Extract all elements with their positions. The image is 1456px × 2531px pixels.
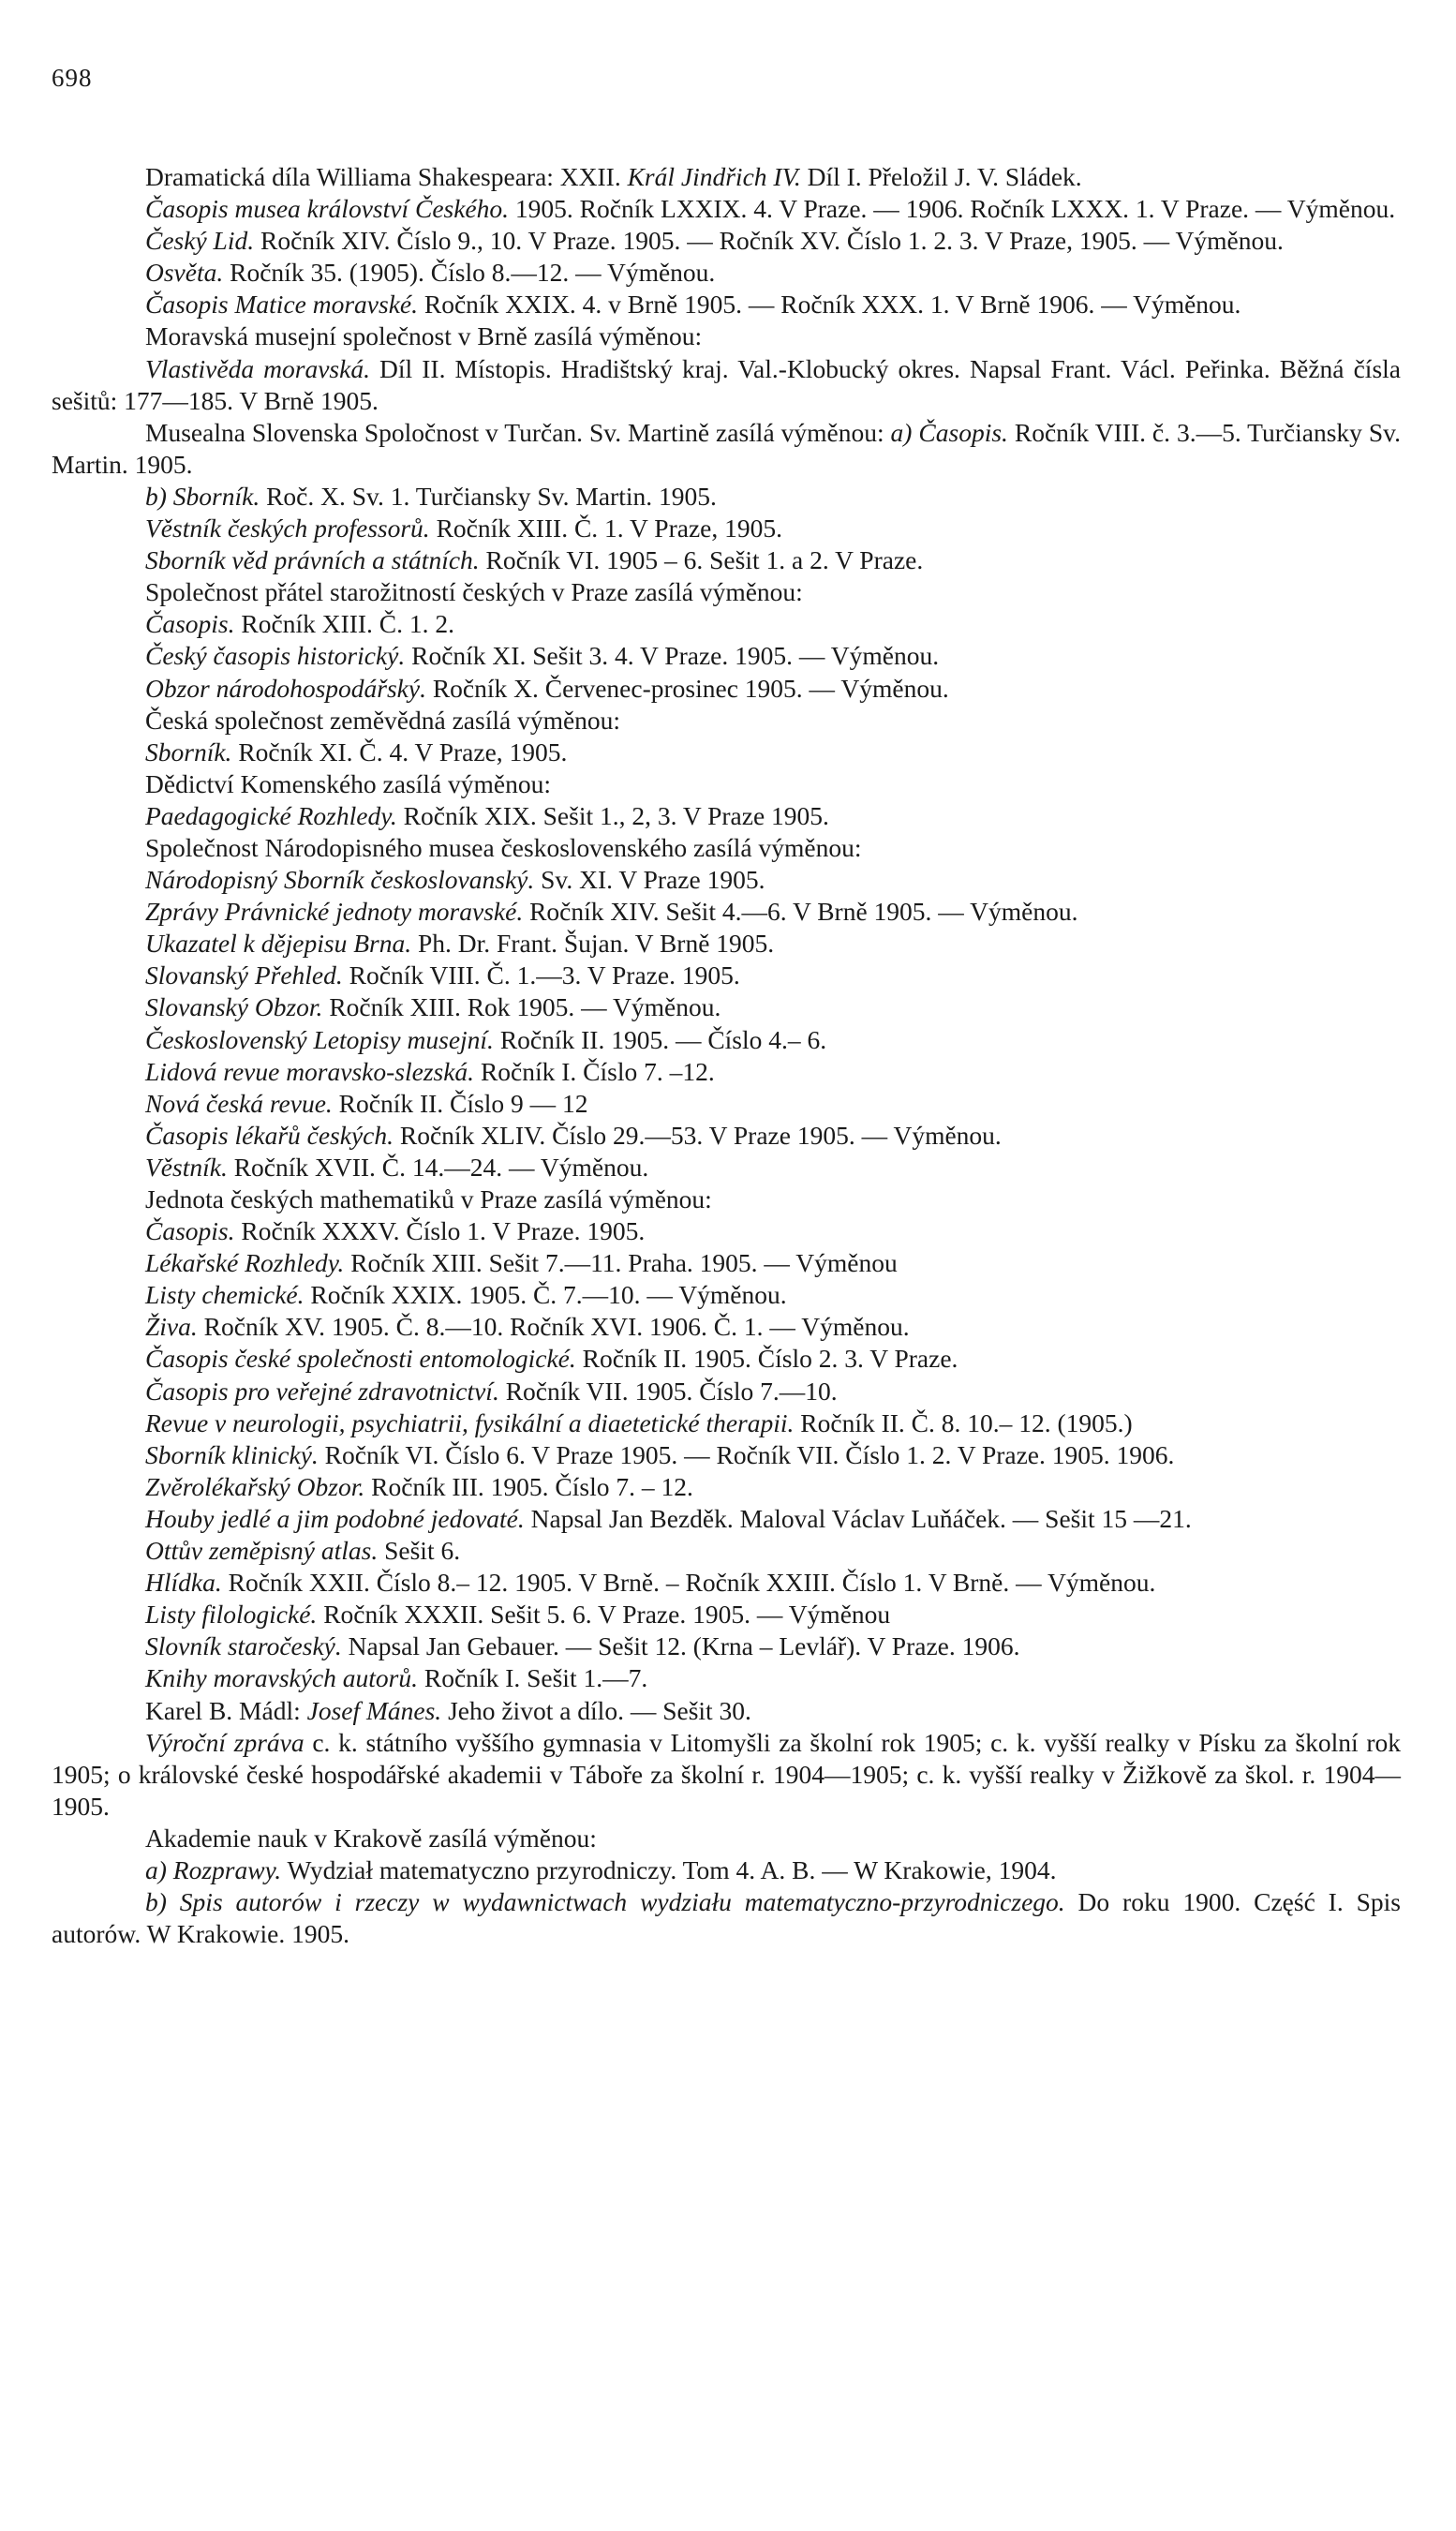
entry-text: Musealna Slovenska Spoločnost v Turčan. Sv. Martině zasílá výměnou: bbox=[145, 417, 891, 447]
bibliography-entry bbox=[52, 1407, 1401, 1439]
entry-title: Knihy moravských autorů. bbox=[145, 1663, 418, 1693]
entry-text: Ročník XXIX. 4. v Brně 1905. — Ročník XXX. 1. V Brně 1906. — Výměnou. bbox=[418, 290, 1241, 320]
bibliography-entry bbox=[52, 1343, 1401, 1375]
entry-title: a) Časopis. bbox=[890, 417, 1008, 447]
entry-text: Ročník XIX. Sešit 1., 2, 3. V Praze 1905. bbox=[396, 800, 829, 830]
entry-title: a) Rozprawy. bbox=[145, 1854, 282, 1884]
bibliography-entry bbox=[52, 1854, 1401, 1886]
entry-text: Ročník XLIV. Číslo 29.—53. V Praze 1905. — Výměnou. bbox=[394, 1120, 1002, 1150]
entry-title: Sborník. bbox=[145, 737, 232, 767]
entry-text: Karel B. Mádl: bbox=[145, 1695, 307, 1725]
entry-text: Ročník VI. Číslo 6. V Praze 1905. — Ročník VII. Číslo 1. 2. V Praze. 1905. 1906. bbox=[318, 1439, 1175, 1469]
bibliography-entry bbox=[52, 800, 1401, 832]
entry-title: Zvěrolékařský Obzor. bbox=[145, 1471, 365, 1501]
bibliography-entry bbox=[52, 257, 1401, 289]
entry-title: Sborník klinický. bbox=[145, 1439, 319, 1469]
entry-text: Ročník XXIX. 1905. Č. 7.—10. — Výměnou. bbox=[304, 1280, 787, 1310]
entry-title: Lidová revue moravsko-slezská. bbox=[145, 1056, 475, 1086]
bibliography-entry bbox=[52, 960, 1401, 991]
bibliography-entry bbox=[52, 640, 1401, 672]
entry-text: Do roku 1900. Część I. Spis autorów. W Krakowie. 1905. bbox=[52, 1887, 1401, 1949]
bibliography-entry bbox=[52, 481, 1401, 513]
entry-text: Ročník XXXII. Sešit 5. 6. V Praze. 1905. — Výměnou bbox=[317, 1600, 891, 1630]
entry-title: Zprávy Právnické jednoty moravské. bbox=[145, 897, 524, 927]
entry-title: Časopis Matice moravské. bbox=[145, 290, 418, 320]
entry-title: Český Lid. bbox=[145, 226, 255, 256]
bibliography-entry bbox=[52, 832, 1401, 864]
bibliography-entry bbox=[52, 353, 1401, 417]
entry-title: Josef Mánes. bbox=[306, 1695, 442, 1725]
bibliography-entry bbox=[52, 1630, 1401, 1662]
entry-text: Ročník XVII. Č. 14.—24. — Výměnou. bbox=[227, 1152, 649, 1182]
entry-text: Ročník XIII. Č. 1. V Praze, 1905. bbox=[429, 514, 782, 543]
bibliography-entry bbox=[52, 1727, 1401, 1823]
entry-title: b) Sborník. bbox=[145, 481, 260, 511]
entry-title: Český časopis historický. bbox=[145, 641, 406, 671]
bibliography-entry bbox=[52, 1184, 1401, 1215]
entry-text: Ročník VI. 1905 – 6. Sešit 1. a 2. V Praze. bbox=[479, 545, 924, 575]
bibliography-entry bbox=[52, 1599, 1401, 1630]
page-number: 698 bbox=[52, 64, 93, 92]
entry-title: Paedagogické Rozhledy. bbox=[145, 800, 397, 830]
entry-text: Ročník XXII. Číslo 8.– 12. 1905. V Brně. – Ročník XXIII. Číslo 1. V Brně. — Výměnou. bbox=[221, 1568, 1156, 1598]
bibliography-entry bbox=[52, 1088, 1401, 1120]
entry-text: Dědictví Komenského zasílá výměnou: bbox=[145, 768, 552, 798]
entry-text: Ročník I. Číslo 7. –12. bbox=[474, 1056, 715, 1086]
entry-text: Ročník XIV. Sešit 4.—6. V Brně 1905. — Výměnou. bbox=[523, 897, 1078, 927]
bibliography-entry bbox=[52, 320, 1401, 352]
entry-text: Společnost Národopisného musea československého zasílá výměnou: bbox=[145, 832, 862, 862]
bibliography-entry bbox=[52, 1695, 1401, 1727]
entry-title: Sborník věd právních a státních. bbox=[145, 545, 480, 575]
entry-title: Časopis pro veřejné zdravotnictví. bbox=[145, 1376, 499, 1406]
entry-text: Ročník XV. 1905. Č. 8.—10. Ročník XVI. 1906. Č. 1. — Výměnou. bbox=[197, 1312, 910, 1342]
entry-text: c. k. státního vyššího gymnasia v Litomyšli za školní rok 1905; c. k. vyšší realky v Písku za školní rok 1905; o královské české hospodářské akademii v Táboře za školní r. 1904—1905; c. k. vyšší realky v Žižkově za škol. r. 1904—1905. bbox=[52, 1727, 1401, 1821]
entry-title: Hlídka. bbox=[145, 1568, 222, 1598]
bibliography-entry bbox=[52, 544, 1401, 576]
entry-title: Král Jindřich IV. bbox=[627, 162, 801, 191]
entry-title: Nová česká revue. bbox=[145, 1088, 333, 1118]
entry-title: Slovanský Obzor. bbox=[145, 992, 323, 1022]
bibliography-entry bbox=[52, 896, 1401, 928]
entry-text: Dramatická díla Williama Shakespeara: XXII. bbox=[145, 162, 628, 191]
entry-text: Ročník XIII. Sešit 7.—11. Praha. 1905. — Výměnou bbox=[344, 1248, 898, 1278]
entry-title: Obzor národohospodářský. bbox=[145, 673, 426, 703]
entry-title: Živa. bbox=[145, 1312, 198, 1342]
entry-title: Revue v neurologii, psychiatrii, fysikální a diaetetické therapii. bbox=[145, 1407, 795, 1437]
entry-text: Díl I. Přeložil J. V. Sládek. bbox=[800, 162, 1082, 191]
bibliography-entry bbox=[52, 768, 1401, 800]
entry-title: Ottův zeměpisný atlas. bbox=[145, 1536, 379, 1566]
entry-text: Jednota českých mathematiků v Praze zasílá výměnou: bbox=[145, 1184, 712, 1213]
entry-text: Ročník XI. Sešit 3. 4. V Praze. 1905. — Výměnou. bbox=[405, 641, 940, 671]
entry-text: Ročník II. 1905. Číslo 2. 3. V Praze. bbox=[575, 1344, 958, 1374]
entry-title: Houby jedlé a jim podobné jedovaté. bbox=[145, 1503, 525, 1533]
entry-text: Česká společnost zeměvědná zasílá výměnou: bbox=[145, 705, 621, 735]
entry-text: Ročník X. Červenec-prosinec 1905. — Výměnou. bbox=[425, 673, 949, 703]
entry-text: Ročník II. Číslo 9 — 12 bbox=[332, 1088, 588, 1118]
bibliography-entry bbox=[52, 1662, 1401, 1694]
bibliography-entry bbox=[52, 928, 1401, 960]
bibliography-entry bbox=[52, 705, 1401, 737]
bibliography-entry bbox=[52, 1439, 1401, 1471]
entry-text: Ph. Dr. Frant. Šujan. V Brně 1905. bbox=[411, 929, 775, 959]
entry-title: Listy filologické. bbox=[145, 1600, 318, 1630]
entry-text: Ročník III. 1905. Číslo 7. – 12. bbox=[364, 1471, 693, 1501]
entry-text: Ročník XIII. Č. 1. 2. bbox=[234, 609, 455, 639]
entry-text: Díl II. Místopis. Hradištský kraj. Val.-Klobucký okres. Napsal Frant. Václ. Peřinka. Běžná čísla sešitů: 177—185. V Brně 1905. bbox=[52, 353, 1401, 415]
entry-title: Slovanský Přehled. bbox=[145, 960, 343, 990]
bibliography-entry bbox=[52, 1823, 1401, 1854]
bibliography-entry bbox=[52, 737, 1401, 768]
entry-title: Listy chemické. bbox=[145, 1280, 305, 1310]
entry-text: Akademie nauk v Krakově zasílá výměnou: bbox=[145, 1823, 597, 1853]
entry-title: Ukazatel k dějepisu Brna. bbox=[145, 929, 412, 959]
bibliography-entry bbox=[52, 864, 1401, 896]
bibliography-entry bbox=[52, 1152, 1401, 1184]
entry-text: Ročník VII. 1905. Číslo 7.—10. bbox=[498, 1376, 838, 1406]
entry-text: Napsal Jan Bezděk. Maloval Václav Luňáček. — Sešit 15 —21. bbox=[524, 1503, 1192, 1533]
entry-text: Sv. XI. V Praze 1905. bbox=[534, 865, 765, 895]
entry-title: Časopis. bbox=[145, 609, 235, 639]
entry-title: Slovník staročeský. bbox=[145, 1631, 342, 1661]
bibliography-entry bbox=[52, 1247, 1401, 1279]
bibliography-entry bbox=[52, 161, 1401, 193]
entry-text: Ročník II. 1905. — Číslo 4.– 6. bbox=[493, 1024, 827, 1054]
entry-title: Osvěta. bbox=[145, 258, 224, 288]
entry-text: Ročník II. Č. 8. 10.– 12. (1905.) bbox=[794, 1407, 1133, 1437]
bibliography-entry bbox=[52, 417, 1401, 481]
bibliography-entry bbox=[52, 1120, 1401, 1152]
entry-title: Lékařské Rozhledy. bbox=[145, 1248, 345, 1278]
entry-title: Výroční zpráva bbox=[145, 1727, 305, 1757]
entry-text: Roč. X. Sv. 1. Turčiansky Sv. Martin. 1905. bbox=[260, 481, 717, 511]
entry-title: Národopisný Sborník českoslovanský. bbox=[145, 865, 535, 895]
bibliography-entry bbox=[52, 1535, 1401, 1567]
bibliography-entry bbox=[52, 1279, 1401, 1311]
bibliography-entry bbox=[52, 513, 1401, 544]
bibliography-entry bbox=[52, 1471, 1401, 1503]
entry-title: Československý Letopisy musejní. bbox=[145, 1024, 494, 1054]
entry-text: Ročník VIII. č. 3.—5. Turčiansky Sv. Martin. 1905. bbox=[52, 417, 1401, 479]
entry-title: Časopis české společnosti entomologické. bbox=[145, 1344, 576, 1374]
entry-text: Ročník XI. Č. 4. V Praze, 1905. bbox=[231, 737, 568, 767]
bibliography-entry bbox=[52, 673, 1401, 705]
entry-text: Ročník 35. (1905). Číslo 8.—12. — Výměnou. bbox=[223, 258, 716, 288]
entry-title: Časopis musea království Českého. bbox=[145, 194, 510, 224]
entry-title: Časopis. bbox=[145, 1216, 235, 1246]
entry-title: Věstník českých professorů. bbox=[145, 514, 430, 543]
bibliography-entry bbox=[52, 1056, 1401, 1088]
bibliography-list bbox=[52, 161, 1401, 1950]
entry-text: Sešit 6. bbox=[378, 1536, 461, 1566]
entry-text: Ročník XIII. Rok 1905. — Výměnou. bbox=[322, 992, 721, 1022]
bibliography-entry bbox=[52, 289, 1401, 320]
entry-text: Wydział matematyczno przyrodniczy. Tom 4. A. B. — W Krakowie, 1904. bbox=[281, 1854, 1057, 1884]
entry-text: Ročník XXXV. Číslo 1. V Praze. 1905. bbox=[234, 1216, 646, 1246]
bibliography-entry bbox=[52, 225, 1401, 257]
bibliography-entry bbox=[52, 991, 1401, 1023]
entry-text: Napsal Jan Gebauer. — Sešit 12. (Krna – Levlář). V Praze. 1906. bbox=[341, 1631, 1020, 1661]
entry-text: Ročník VIII. Č. 1.—3. V Praze. 1905. bbox=[342, 960, 740, 990]
bibliography-entry bbox=[52, 1024, 1401, 1056]
bibliography-entry bbox=[52, 193, 1401, 225]
entry-title: Časopis lékařů českých. bbox=[145, 1120, 394, 1150]
entry-title: Věstník. bbox=[145, 1152, 228, 1182]
entry-text: Moravská musejní společnost v Brně zasílá výměnou: bbox=[145, 321, 703, 351]
entry-title: b) Spis autorów i rzeczy w wydawnictwach wydziału matematyczno-przyrodniczego. bbox=[145, 1887, 1065, 1917]
entry-title: Vlastivěda moravská. bbox=[145, 353, 370, 383]
bibliography-entry bbox=[52, 1567, 1401, 1599]
bibliography-entry bbox=[52, 1311, 1401, 1343]
entry-text: Společnost přátel starožitností českých v Praze zasílá výměnou: bbox=[145, 577, 803, 607]
entry-text: Ročník XIV. Číslo 9., 10. V Praze. 1905. — Ročník XV. Číslo 1. 2. 3. V Praze, 1905. — Výměnou. bbox=[254, 226, 1284, 256]
bibliography-entry bbox=[52, 608, 1401, 640]
bibliography-entry bbox=[52, 1886, 1401, 1950]
bibliography-entry bbox=[52, 576, 1401, 608]
bibliography-entry bbox=[52, 1215, 1401, 1247]
entry-text: 1905. Ročník LXXIX. 4. V Praze. — 1906. Ročník LXXX. 1. V Praze. — Výměnou. bbox=[509, 194, 1396, 224]
bibliography-entry bbox=[52, 1503, 1401, 1535]
entry-text: Ročník I. Sešit 1.—7. bbox=[418, 1663, 648, 1693]
entry-text: Jeho život a dílo. — Sešit 30. bbox=[441, 1695, 751, 1725]
bibliography-entry bbox=[52, 1376, 1401, 1407]
